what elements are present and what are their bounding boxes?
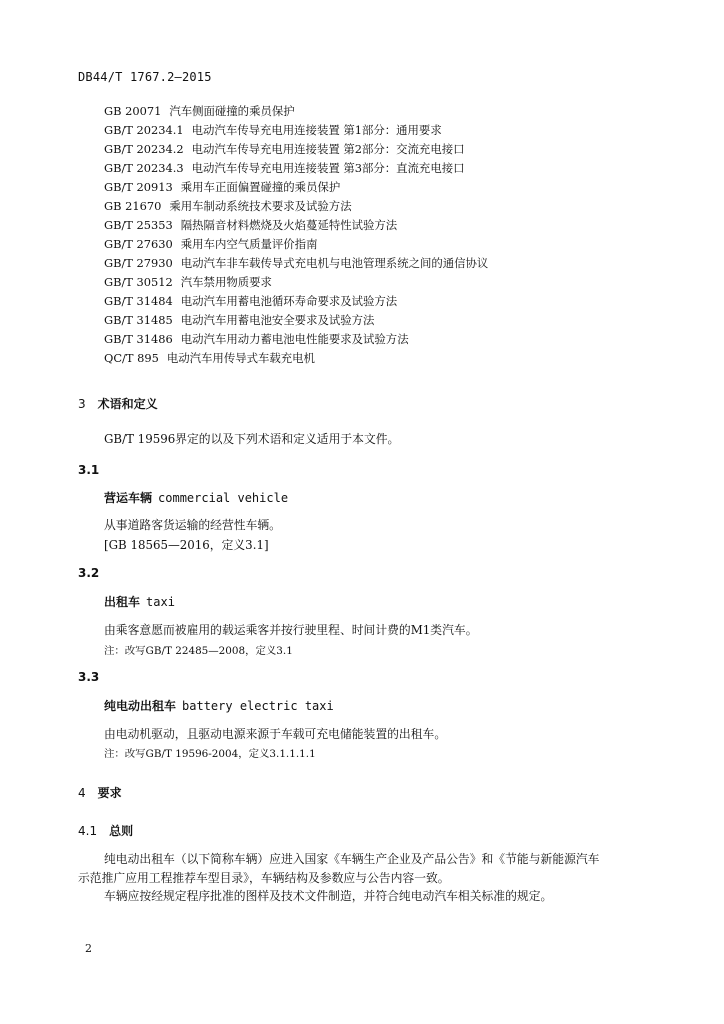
clause-number: 3.3 [78,670,100,684]
term-english: battery electric taxi [182,699,334,713]
term-english: commercial vehicle [158,491,289,505]
reference-item [104,254,488,273]
term-3-2-definition: 由乘客意愿而被雇用的载运乘客并按行驶里程、时间计费的M1类汽车。 [104,623,478,637]
section-number: 3 [78,397,86,411]
section-4-heading [78,784,122,801]
reference-title: 电动汽车非车载传导式充电机与电池管理系统之间的通信协议 [180,256,489,270]
reference-item [104,349,488,368]
reference-title: 乘用车内空气质量评价指南 [180,237,318,251]
reference-title: 电动汽车传导充电用连接装置 第1部分：通用要求 [191,123,442,137]
reference-title: 电动汽车传导充电用连接装置 第2部分：交流充电接口 [191,142,465,156]
section-number: 4 [78,786,86,800]
reference-code: GB/T 20234.2 [104,142,184,156]
reference-title: 电动汽车用蓄电池循环寿命要求及试验方法 [180,294,398,308]
section-4-1-paragraph-2: 车辆应按经规定程序批准的图样及技术文件制造，并符合纯电动汽车相关标准的规定。 [104,889,553,903]
term-english: taxi [146,595,175,609]
clause-3-2-number [78,566,99,580]
reference-code: GB/T 30512 [104,275,173,289]
term-3-1 [104,489,288,506]
section-title: 总则 [109,824,134,838]
term-3-2 [104,593,175,610]
reference-code: GB/T 27630 [104,237,173,251]
reference-code: GB/T 31484 [104,294,173,308]
reference-title: 汽车侧面碰撞的乘员保护 [169,104,295,118]
reference-item [104,273,488,292]
term-chinese: 出租车 [104,595,141,609]
clause-3-1-number [78,463,99,477]
section-4-1-paragraph-1-line-1: 纯电动出租车（以下简称车辆）应进入国家《车辆生产企业及产品公告》和《节能与新能源汽车 [104,852,600,866]
term-3-1-source: [GB 18565—2016，定义3.1] [104,538,269,552]
document-header: DB44/T 1767.2—2015 [78,70,212,84]
reference-item [104,140,488,159]
reference-code: GB/T 20913 [104,180,173,194]
clause-number: 3.2 [78,566,100,580]
section-title: 术语和定义 [97,397,158,411]
section-3-intro: GB/T 19596界定的以及下列术语和定义适用于本文件。 [104,432,400,446]
section-3-heading [78,395,158,412]
clause-3-3-number [78,670,99,684]
reference-code: GB/T 20234.3 [104,161,184,175]
page-number: 2 [85,942,92,955]
reference-title: 乘用车正面偏置碰撞的乘员保护 [180,180,341,194]
term-3-3-note: 注：改写GB/T 19596-2004，定义3.1.1.1.1 [104,748,316,760]
reference-item [104,216,488,235]
clause-number: 3.1 [78,463,100,477]
reference-code: GB/T 31486 [104,332,173,346]
reference-title: 电动汽车用传导式车载充电机 [166,351,315,365]
term-chinese: 营运车辆 [104,491,153,505]
term-3-2-note: 注：改写GB/T 22485—2008，定义3.1 [104,645,293,657]
reference-code: QC/T 895 [104,351,159,365]
term-chinese: 纯电动出租车 [104,699,177,713]
reference-code: GB/T 31485 [104,313,173,327]
reference-code: GB 20071 [104,104,162,118]
reference-item [104,159,488,178]
reference-item [104,178,488,197]
reference-item [104,121,488,140]
reference-item [104,330,488,349]
section-4-1-heading [78,822,133,839]
reference-code: GB/T 25353 [104,218,173,232]
term-3-3-definition: 由电动机驱动，且驱动电源来源于车载可充电储能装置的出租车。 [104,727,447,741]
section-number: 4.1 [78,824,98,838]
reference-item [104,197,488,216]
reference-code: GB/T 27930 [104,256,173,270]
reference-title: 电动汽车传导充电用连接装置 第3部分：直流充电接口 [191,161,465,175]
reference-title: 电动汽车用蓄电池安全要求及试验方法 [180,313,375,327]
reference-code: GB/T 20234.1 [104,123,184,137]
reference-title: 乘用车制动系统技术要求及试验方法 [169,199,352,213]
reference-title: 电动汽车用动力蓄电池电性能要求及试验方法 [180,332,409,346]
reference-item [104,102,488,121]
section-title: 要求 [97,786,122,800]
term-3-1-definition: 从事道路客货运输的经营性车辆。 [104,518,281,532]
section-4-1-paragraph-1-line-2: 示范推广应用工程推荐车型目录》，车辆结构及参数应与公告内容一致。 [78,871,450,885]
reference-code: GB 21670 [104,199,162,213]
reference-title: 隔热隔音材料燃烧及火焰蔓延特性试验方法 [180,218,398,232]
reference-item [104,235,488,254]
reference-item [104,292,488,311]
reference-title: 汽车禁用物质要求 [180,275,272,289]
normative-references-list [104,102,488,368]
term-3-3 [104,697,334,714]
reference-item [104,311,488,330]
